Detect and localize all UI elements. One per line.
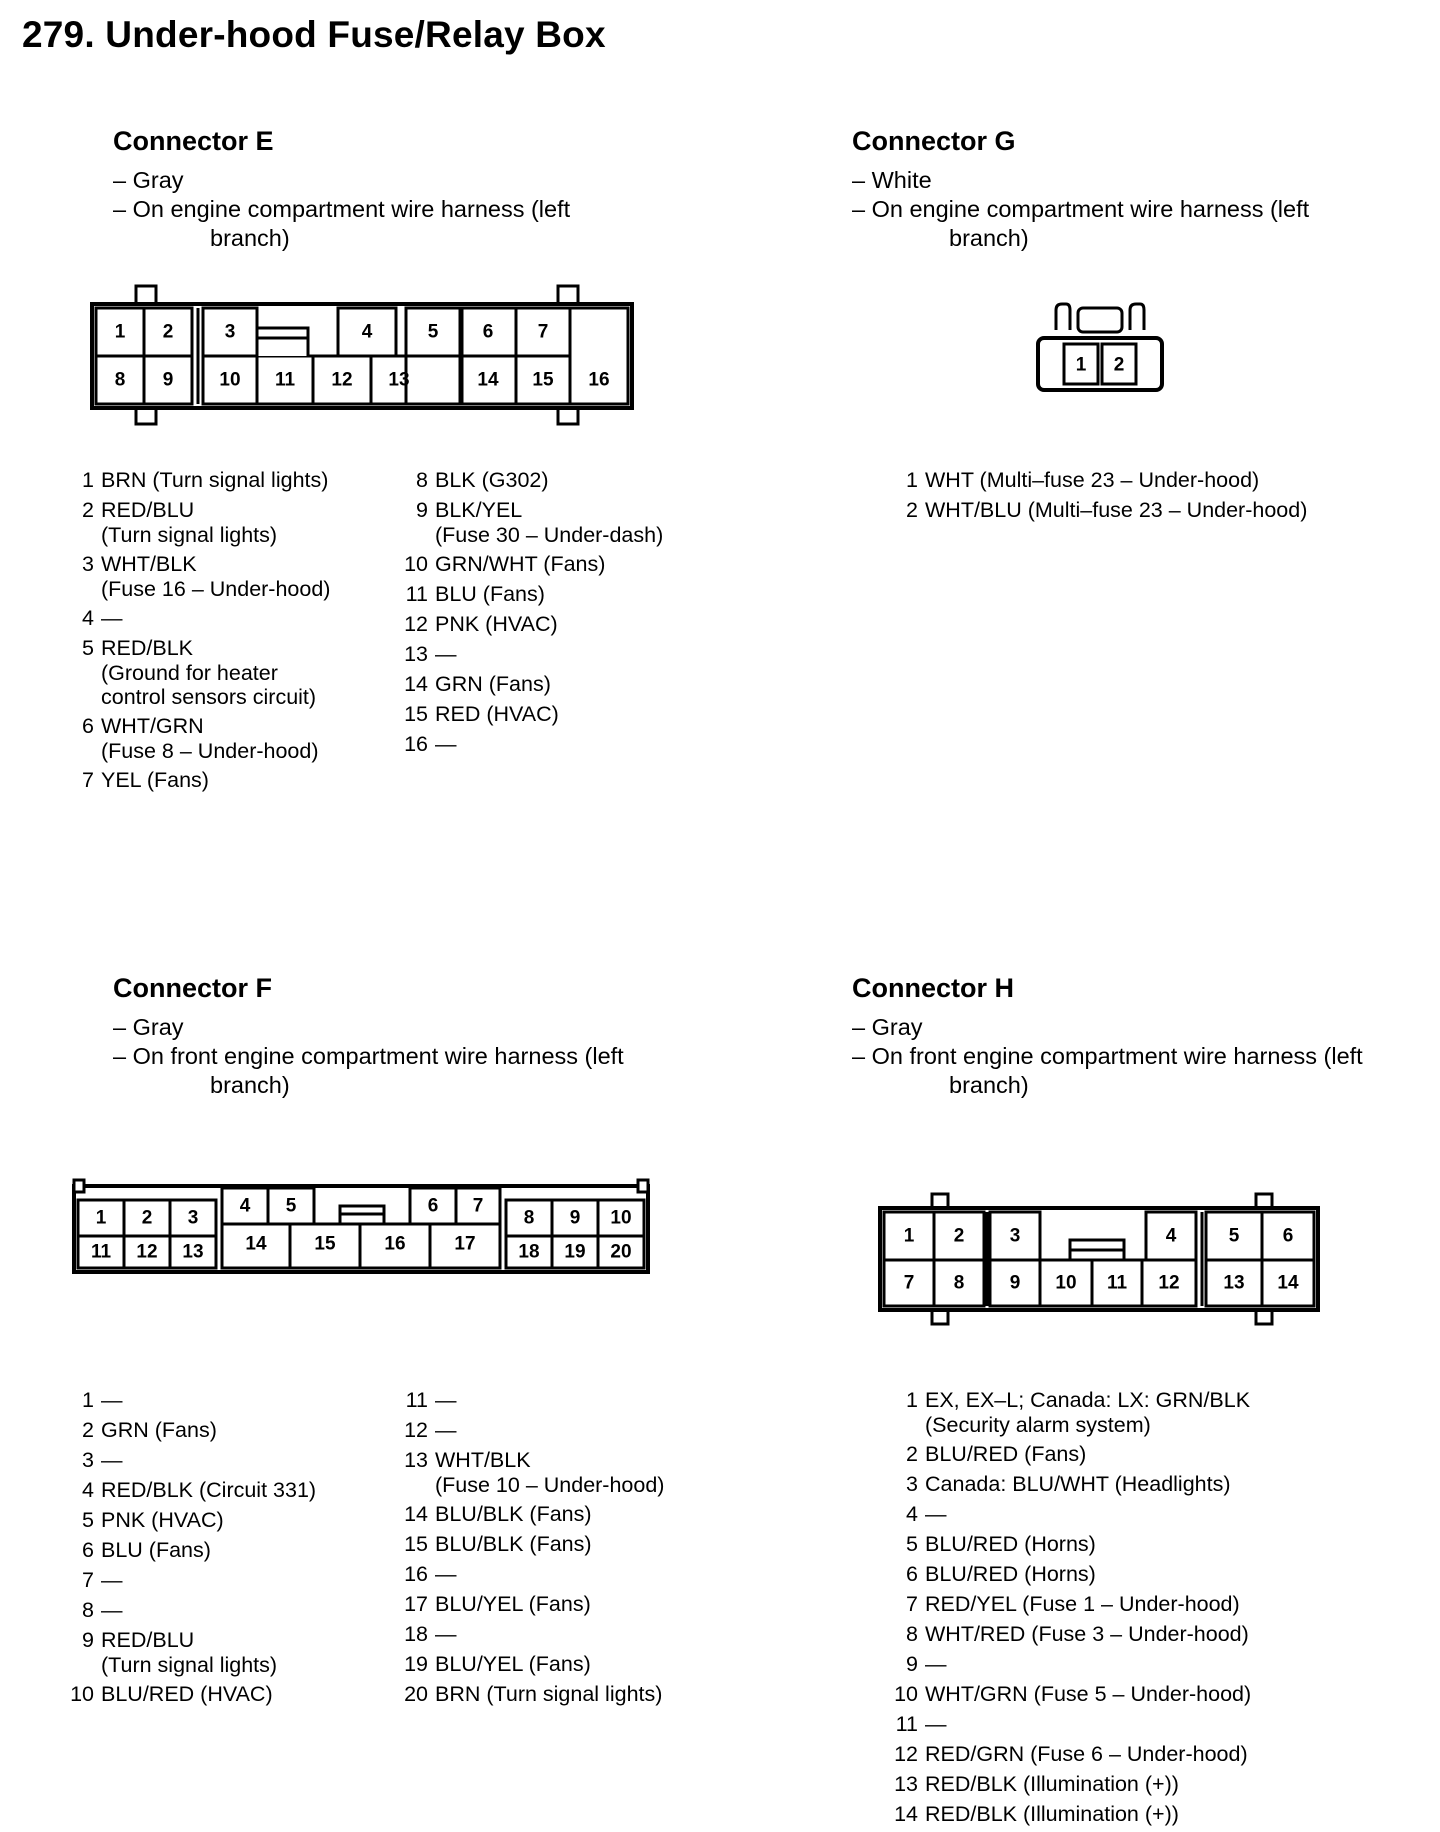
connector-h-pin-label: 4: [1165, 1225, 1177, 1247]
pin-wire-description-cont: (Fuse 10 – Under-hood): [435, 1473, 665, 1497]
connector-e-pin-label: 1: [114, 321, 126, 343]
pin-row: [66, 1565, 316, 1595]
connector-g-location-cont: branch): [949, 225, 1029, 251]
connector-g-diagram: [1030, 300, 1170, 400]
connector-e-key: [257, 328, 308, 356]
pin-number: 10: [894, 1682, 918, 1706]
pin-wire-description: PNK (HVAC): [435, 612, 558, 636]
pin-number: 8: [82, 1598, 94, 1622]
pin-number: 10: [404, 552, 428, 576]
pin-wire-description: —: [101, 606, 123, 630]
pin-row: [890, 1559, 1251, 1589]
pin-number: 17: [404, 1592, 428, 1616]
pin-wire-description: BLU (Fans): [101, 1538, 211, 1562]
connector-g-pinlist: [890, 465, 1307, 525]
pin-row: [890, 1709, 1251, 1739]
pin-number: 2: [906, 1442, 918, 1466]
connector-f-color: – Gray: [113, 1014, 184, 1040]
connector-e-pin-label: 2: [162, 321, 174, 343]
pin-number: 4: [82, 606, 94, 630]
connector-f-pin-label: 6: [427, 1195, 439, 1217]
pin-row: [66, 465, 330, 495]
connector-f-pin-label: 19: [564, 1241, 586, 1263]
pin-number: 10: [70, 1682, 94, 1706]
pin-number: 1: [906, 1388, 918, 1412]
connector-g-title: Connector G: [852, 126, 1016, 156]
connector-f-pin-label: 15: [314, 1233, 336, 1255]
pin-row: [400, 729, 663, 759]
connector-g-housing: [1038, 338, 1162, 390]
pin-number: 20: [404, 1682, 428, 1706]
connector-f-pin-label: 2: [141, 1207, 153, 1229]
pin-number: 2: [82, 498, 94, 522]
pin-row: [400, 579, 663, 609]
connector-h-pin-label: 12: [1158, 1272, 1180, 1294]
pin-wire-description: —: [925, 1712, 947, 1736]
pin-number: 16: [404, 732, 428, 756]
pin-number: 16: [404, 1562, 428, 1586]
pin-row: [890, 1439, 1251, 1469]
connector-e-pin-label: 9: [162, 369, 174, 391]
connector-f-pin-label: 14: [245, 1233, 267, 1255]
connector-f-latch-left: [74, 1180, 84, 1192]
pin-wire-description: BLU/RED (Fans): [925, 1442, 1087, 1466]
connector-f-latch-right: [638, 1180, 648, 1192]
connector-e-location-cont: branch): [210, 225, 290, 251]
pin-row: [890, 1529, 1251, 1559]
pin-number: 7: [906, 1592, 918, 1616]
pin-number: 13: [404, 1448, 428, 1472]
pin-wire-description: GRN (Fans): [435, 672, 551, 696]
connector-h-pin-label: 5: [1228, 1225, 1240, 1247]
pin-row: [890, 1499, 1251, 1529]
pin-number: 18: [404, 1622, 428, 1646]
pin-row: [400, 1679, 664, 1709]
pin-number: 6: [906, 1562, 918, 1586]
pin-row: [890, 1679, 1251, 1709]
connector-h-pin-label: 13: [1223, 1272, 1245, 1294]
pin-row: [400, 1415, 664, 1445]
connector-g-location: [852, 195, 1434, 253]
pin-number: 7: [82, 768, 94, 792]
pin-wire-description: WHT (Multi–fuse 23 – Under-hood): [925, 468, 1260, 492]
connector-g-latch-left: [1056, 304, 1070, 330]
pin-wire-description-cont: control sensors circuit): [101, 685, 317, 709]
pin-wire-description: BRN (Turn signal lights): [435, 1682, 663, 1706]
pin-number: 12: [404, 612, 428, 636]
pin-row: [890, 465, 1307, 495]
pin-row: [400, 1499, 664, 1529]
connector-e-latch-top-right: [558, 286, 578, 304]
connector-g-pin-label: 2: [1113, 354, 1125, 376]
pin-wire-description: —: [435, 732, 457, 756]
pin-number: 6: [82, 714, 94, 738]
pin-wire-description: BLU/BLK (Fans): [435, 1502, 592, 1526]
connector-f-pin-label: 18: [518, 1241, 540, 1263]
connector-e-pin-label: 15: [532, 369, 554, 391]
pin-number: 14: [404, 672, 428, 696]
pin-wire-description: BLK/YEL: [435, 498, 523, 522]
pin-wire-description: —: [101, 1448, 123, 1472]
pin-wire-description: GRN/WHT (Fans): [435, 552, 606, 576]
connector-e-pin-label: 5: [427, 321, 439, 343]
pin-row: [66, 1535, 316, 1565]
pin-number: 5: [82, 1508, 94, 1532]
pin-wire-description: BLU/YEL (Fans): [435, 1592, 591, 1616]
pin-wire-description: WHT/BLU (Multi–fuse 23 – Under-hood): [925, 498, 1308, 522]
pin-wire-description-cont: (Ground for heater: [101, 661, 278, 685]
pin-wire-description: —: [925, 1652, 947, 1676]
pin-wire-description: —: [435, 1562, 457, 1586]
pin-row: [890, 1649, 1251, 1679]
pin-wire-description: —: [435, 642, 457, 666]
pin-row: [400, 1619, 664, 1649]
pin-number: 8: [906, 1622, 918, 1646]
pin-number: 1: [906, 468, 918, 492]
connector-f-pin-label: 17: [454, 1233, 476, 1255]
pin-row: [400, 1529, 664, 1559]
pin-number: 8: [416, 468, 428, 492]
connector-e-pin-label: 16: [588, 369, 610, 391]
pin-number: 11: [405, 1388, 428, 1412]
pin-number: 12: [404, 1418, 428, 1442]
connector-h-pin-label: 8: [953, 1272, 965, 1294]
connector-f-pin-label: 4: [239, 1195, 251, 1217]
pin-row: [400, 1589, 664, 1619]
pin-wire-description: —: [925, 1502, 947, 1526]
connector-h-pin-label: 1: [903, 1225, 915, 1247]
pin-wire-description-cont: (Turn signal lights): [101, 1653, 278, 1677]
pin-row: [890, 1589, 1251, 1619]
pin-row: [400, 1559, 664, 1589]
pin-wire-description: —: [435, 1622, 457, 1646]
pin-number: 3: [82, 552, 94, 576]
connector-f-diagram: [70, 1178, 655, 1278]
connector-f-location-cont: branch): [210, 1072, 290, 1098]
connector-h-pin-label: 14: [1277, 1272, 1299, 1294]
pin-row: [400, 495, 663, 525]
pin-row: [890, 1385, 1251, 1415]
connector-f-pin-label: 11: [90, 1241, 112, 1263]
connector-e-pin-label: 6: [482, 321, 494, 343]
pin-row: [400, 609, 663, 639]
pin-wire-description: BLU/RED (HVAC): [101, 1682, 273, 1706]
pin-wire-description-cont: (Security alarm system): [925, 1413, 1151, 1437]
pin-wire-description: BRN (Turn signal lights): [101, 468, 329, 492]
pin-wire-description: WHT/BLK: [435, 1448, 531, 1472]
pin-wire-description: RED/BLU: [101, 498, 195, 522]
pin-wire-description: RED/GRN (Fuse 6 – Under-hood): [925, 1742, 1248, 1766]
pin-wire-description: BLU/BLK (Fans): [435, 1532, 592, 1556]
pin-wire-description: RED/BLK (Illumination (+)): [925, 1772, 1179, 1796]
pin-row: [400, 1445, 664, 1475]
pin-row: [400, 549, 663, 579]
pin-wire-description: PNK (HVAC): [101, 1508, 224, 1532]
pin-wire-description: RED/BLU: [101, 1628, 195, 1652]
pin-wire-description: —: [101, 1598, 123, 1622]
connector-f-pin-label: 10: [610, 1207, 632, 1229]
connector-h-location-text: – On front engine compartment wire harness (left: [852, 1043, 1363, 1069]
pin-wire-description-cont: (Turn signal lights): [101, 523, 278, 547]
pin-wire-description-cont: (Fuse 30 – Under-dash): [435, 523, 664, 547]
connector-e-pin-label: 8: [114, 369, 126, 391]
connector-h-color: – Gray: [852, 1014, 923, 1040]
pin-number: 9: [82, 1628, 94, 1652]
pin-row: [66, 1505, 316, 1535]
pin-row: [66, 1625, 316, 1655]
pin-number: 13: [894, 1772, 918, 1796]
pin-number: 4: [82, 1478, 94, 1502]
connector-h-pin-label: 3: [1009, 1225, 1021, 1247]
pin-wire-description: WHT/BLK: [101, 552, 197, 576]
connector-e-color: – Gray: [113, 167, 184, 193]
connector-f-pin-label: 7: [472, 1195, 484, 1217]
pin-wire-description: BLU/RED (Horns): [925, 1562, 1096, 1586]
pin-number: 3: [906, 1472, 918, 1496]
pin-number: 14: [894, 1802, 918, 1826]
connector-h-pin-label: 11: [1106, 1272, 1128, 1294]
pin-row: [66, 1445, 316, 1475]
pin-wire-description: BLU/RED (Horns): [925, 1532, 1096, 1556]
connector-e-pin-label: 10: [219, 369, 241, 391]
pin-wire-description: —: [435, 1418, 457, 1442]
pin-number: 6: [82, 1538, 94, 1562]
page-title: 279. Under-hood Fuse/Relay Box: [22, 14, 606, 55]
connector-e-pin-label: 11: [274, 369, 296, 391]
pin-row: [66, 1679, 316, 1709]
connector-e-pin-label: 7: [537, 321, 549, 343]
pin-row: [66, 765, 330, 795]
pin-number: 2: [906, 498, 918, 522]
pin-row: [400, 699, 663, 729]
connector-f-pin-label: 20: [610, 1241, 632, 1263]
connector-h-title: Connector H: [852, 973, 1014, 1003]
pin-number: 9: [416, 498, 428, 522]
connector-h-pinlist: [890, 1385, 1251, 1829]
pin-row: [66, 549, 330, 579]
connector-h-pin-label: 6: [1282, 1225, 1294, 1247]
pin-wire-description: WHT/GRN (Fuse 5 – Under-hood): [925, 1682, 1252, 1706]
connector-h-pin-label: 2: [953, 1225, 965, 1247]
connector-e-location-text: – On engine compartment wire harness (left: [113, 196, 571, 222]
pin-row: [400, 639, 663, 669]
pin-row: [400, 669, 663, 699]
pin-row: [66, 633, 330, 663]
pin-row: [400, 465, 663, 495]
pin-number: 13: [404, 642, 428, 666]
connector-e-pin-label: 14: [477, 369, 499, 391]
pin-row: [66, 603, 330, 633]
connector-g-color: – White: [852, 167, 932, 193]
pin-wire-description: RED/BLK: [101, 636, 194, 660]
connector-g-latch-right: [1130, 304, 1144, 330]
pin-wire-description: Canada: BLU/WHT (Headlights): [925, 1472, 1231, 1496]
pin-row: [66, 711, 330, 741]
pin-wire-description: EX, EX–L; Canada: LX: GRN/BLK: [925, 1388, 1251, 1412]
connector-f-pin-label: 1: [95, 1207, 107, 1229]
pin-number: 1: [82, 1388, 94, 1412]
connector-f-pin-label: 16: [384, 1233, 406, 1255]
pin-wire-description: RED/BLK (Circuit 331): [101, 1478, 317, 1502]
connector-f-title: Connector F: [113, 973, 272, 1003]
pin-number: 1: [82, 468, 94, 492]
connector-e-latch-top-left: [136, 286, 156, 304]
connector-h-pin-label: 9: [1009, 1272, 1021, 1294]
connector-f-pin-label: 8: [523, 1207, 535, 1229]
pin-row: [890, 1799, 1251, 1829]
pin-wire-description-cont: (Fuse 16 – Under-hood): [101, 577, 331, 601]
pin-row: [890, 1619, 1251, 1649]
connector-g-pin-label: 1: [1075, 354, 1087, 376]
connector-e-pin-label: 13: [388, 369, 410, 391]
connector-f-location: [113, 1042, 735, 1100]
connector-e-title: Connector E: [113, 126, 274, 156]
connector-f-pin-label: 3: [187, 1207, 199, 1229]
pin-wire-description: BLK (G302): [435, 468, 549, 492]
pin-number: 12: [894, 1742, 918, 1766]
pin-wire-description: BLU (Fans): [435, 582, 545, 606]
connector-e-pin-label: 3: [224, 321, 236, 343]
pin-number: 3: [82, 1448, 94, 1472]
connector-f-pin-label: 5: [285, 1195, 297, 1217]
pin-wire-description: —: [435, 1388, 457, 1412]
connector-h-pin-label: 10: [1055, 1272, 1077, 1294]
pin-number: 5: [906, 1532, 918, 1556]
pin-number: 9: [906, 1652, 918, 1676]
pin-number: 7: [82, 1568, 94, 1592]
pin-wire-description: YEL (Fans): [101, 768, 209, 792]
pin-wire-description: RED (HVAC): [435, 702, 559, 726]
connector-e-pin-label: 12: [331, 369, 353, 391]
pin-wire-description: WHT/GRN: [101, 714, 204, 738]
connector-h-location-cont: branch): [949, 1072, 1029, 1098]
pin-row: [890, 1469, 1251, 1499]
connector-f-pin-label: 13: [182, 1241, 204, 1263]
pin-wire-description: RED/BLK (Illumination (+)): [925, 1802, 1179, 1826]
connector-e-pin-label: 4: [361, 321, 373, 343]
connector-e-pinlist-right: [400, 465, 663, 759]
connector-e-diagram: [86, 280, 640, 430]
pin-number: 5: [82, 636, 94, 660]
pin-wire-description-cont: (Fuse 8 – Under-hood): [101, 739, 319, 763]
pin-row: [890, 1769, 1251, 1799]
pin-row: [66, 1385, 316, 1415]
pin-wire-description: —: [101, 1568, 123, 1592]
connector-f-pinlist-left: [66, 1385, 316, 1709]
pin-row: [890, 1739, 1251, 1769]
pin-number: 15: [404, 702, 428, 726]
pin-wire-description: WHT/RED (Fuse 3 – Under-hood): [925, 1622, 1249, 1646]
pin-wire-description: BLU/YEL (Fans): [435, 1652, 591, 1676]
pin-row: [66, 1475, 316, 1505]
pin-number: 2: [82, 1418, 94, 1442]
pin-row: [66, 1415, 316, 1445]
pin-number: 11: [405, 582, 428, 606]
pin-row: [400, 1649, 664, 1679]
pin-number: 15: [404, 1532, 428, 1556]
connector-f-location-text: – On front engine compartment wire harness (left: [113, 1043, 624, 1069]
connector-g-location-text: – On engine compartment wire harness (left: [852, 196, 1310, 222]
connector-e-location: [113, 195, 695, 253]
connector-h-diagram: [876, 1190, 1326, 1330]
pin-row: [66, 1595, 316, 1625]
pin-row: [66, 495, 330, 525]
pin-number: 4: [906, 1502, 918, 1526]
connector-f-pinlist-right: [400, 1385, 664, 1709]
connector-g-lock: [1078, 308, 1122, 332]
pin-number: 11: [895, 1712, 918, 1736]
pin-number: 14: [404, 1502, 428, 1526]
connector-f-pin-label: 12: [136, 1241, 158, 1263]
pin-row: [400, 1385, 664, 1415]
connector-f-pin-label: 9: [569, 1207, 581, 1229]
pin-wire-description: RED/YEL (Fuse 1 – Under-hood): [925, 1592, 1240, 1616]
pin-wire-description: GRN (Fans): [101, 1418, 217, 1442]
connector-h-pin-label: 7: [903, 1272, 915, 1294]
pin-wire-description: —: [101, 1388, 123, 1412]
pin-number: 19: [404, 1652, 428, 1676]
pin-row: [890, 495, 1307, 525]
connector-h-location: [852, 1042, 1440, 1100]
connector-e-pinlist-left: [66, 465, 330, 795]
